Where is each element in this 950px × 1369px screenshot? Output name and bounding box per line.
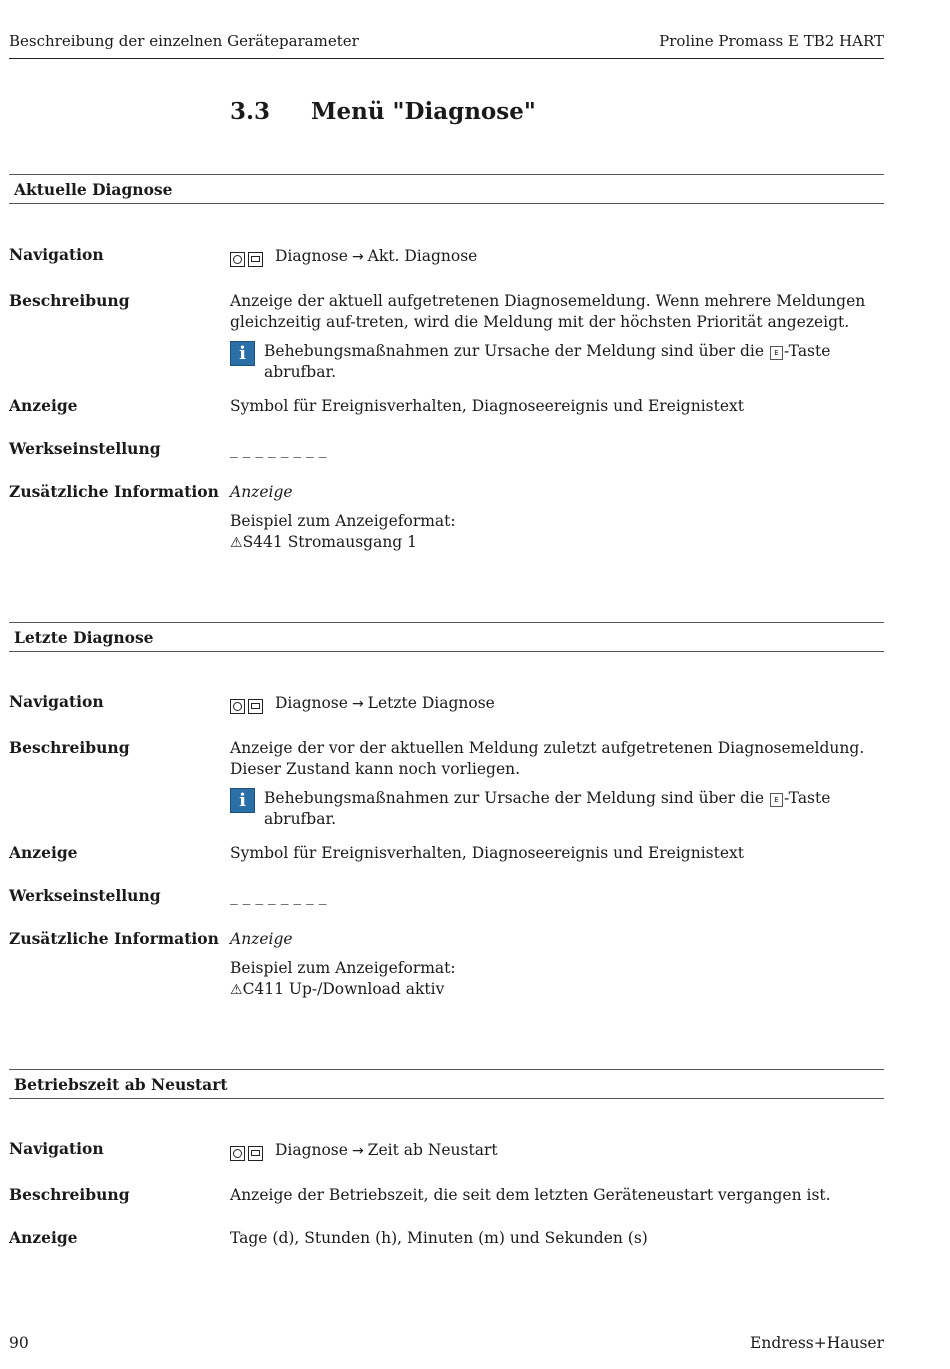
label-display: Anzeige bbox=[9, 1228, 78, 1247]
operation-icon bbox=[230, 252, 245, 267]
section-title: Menü "Diagnose" bbox=[311, 98, 536, 125]
nav-target: Zeit ab Neustart bbox=[367, 1141, 498, 1159]
nav-icons bbox=[230, 1146, 263, 1161]
label-display: Anzeige bbox=[9, 843, 78, 862]
param-title-bar bbox=[9, 1069, 884, 1099]
description-value bbox=[230, 738, 884, 830]
display-value: Symbol für Ereignisverhalten, Diagnoseereignis und Ereignistext bbox=[230, 844, 744, 862]
page-header bbox=[9, 32, 884, 59]
label-additional: Zusätzliche Information bbox=[9, 929, 219, 948]
footer-brand: Endress+Hauser bbox=[750, 1334, 884, 1352]
section-number: 3.3 bbox=[230, 98, 271, 125]
param-title: Betriebszeit ab Neustart bbox=[14, 1075, 228, 1094]
additional-heading: Anzeige bbox=[230, 483, 293, 501]
nav-icons bbox=[230, 252, 263, 267]
additional-heading: Anzeige bbox=[230, 930, 293, 948]
nav-target: Akt. Diagnose bbox=[367, 247, 478, 265]
operation-icon bbox=[230, 1146, 245, 1161]
nav-arrow: → bbox=[351, 1143, 364, 1159]
navigation-path bbox=[230, 1140, 884, 1162]
info-icon: i bbox=[230, 788, 255, 813]
header-right: Proline Promass E TB2 HART bbox=[659, 32, 884, 50]
factory-value: _ _ _ _ _ _ _ _ bbox=[230, 887, 327, 905]
nav-root: Diagnose bbox=[274, 247, 348, 265]
navigation-path bbox=[230, 693, 884, 715]
display-icon bbox=[248, 699, 263, 714]
label-display: Anzeige bbox=[9, 396, 78, 415]
e-key-icon: E bbox=[770, 793, 783, 807]
factory-value: _ _ _ _ _ _ _ _ bbox=[230, 440, 327, 458]
header-left: Beschreibung der einzelnen Geräteparameter bbox=[9, 32, 359, 50]
label-factory: Werkseinstellung bbox=[9, 439, 161, 458]
nav-icons bbox=[230, 699, 263, 714]
label-navigation: Navigation bbox=[9, 1139, 104, 1158]
additional-value bbox=[230, 929, 884, 1001]
label-navigation: Navigation bbox=[9, 245, 104, 264]
info-note bbox=[230, 341, 884, 383]
nav-arrow: → bbox=[351, 696, 364, 712]
nav-root: Diagnose bbox=[274, 694, 348, 712]
param-title-bar bbox=[9, 622, 884, 652]
label-description: Beschreibung bbox=[9, 738, 130, 757]
additional-example-line bbox=[230, 979, 884, 1001]
info-note bbox=[230, 788, 884, 830]
nav-arrow: → bbox=[351, 249, 364, 265]
additional-value bbox=[230, 482, 884, 554]
warning-icon: ⚠ bbox=[230, 535, 243, 551]
param-betriebszeit-ab-neustart bbox=[9, 1069, 884, 1247]
additional-text: Beispiel zum Anzeigeformat: bbox=[230, 959, 456, 977]
info-text: Behebungsmaßnahmen zur Ursache der Meldung sind über die E -Taste abrufbar. bbox=[264, 342, 831, 381]
label-description: Beschreibung bbox=[9, 1185, 130, 1204]
display-icon bbox=[248, 1146, 263, 1161]
param-title: Aktuelle Diagnose bbox=[14, 180, 173, 199]
description-text: Anzeige der vor der aktuellen Meldung zuletzt aufgetretenen Diagnosemeldung. Dieser Zustand kann noch vorliegen. bbox=[230, 739, 865, 778]
param-title: Letzte Diagnose bbox=[14, 628, 154, 647]
description-text: Anzeige der aktuell aufgetretenen Diagnosemeldung. Wenn mehrere Meldungen gleichzeitig auf-treten, wird die Meldung mit der höchsten Priorität angezeigt. bbox=[230, 292, 866, 331]
param-letzte-diagnose bbox=[9, 622, 884, 998]
label-navigation: Navigation bbox=[9, 692, 104, 711]
description-text: Anzeige der Betriebszeit, die seit dem letzten Geräteneustart vergangen ist. bbox=[230, 1186, 831, 1204]
additional-example-line bbox=[230, 532, 884, 554]
display-value: Symbol für Ereignisverhalten, Diagnoseereignis und Ereignistext bbox=[230, 397, 744, 415]
label-description: Beschreibung bbox=[9, 291, 130, 310]
nav-root: Diagnose bbox=[274, 1141, 348, 1159]
additional-text: Beispiel zum Anzeigeformat: bbox=[230, 512, 456, 530]
display-value: Tage (d), Stunden (h), Minuten (m) und Sekunden (s) bbox=[230, 1229, 648, 1247]
label-factory: Werkseinstellung bbox=[9, 886, 161, 905]
warning-icon: ⚠ bbox=[230, 982, 243, 998]
nav-target: Letzte Diagnose bbox=[367, 694, 495, 712]
e-key-icon: E bbox=[770, 346, 783, 360]
param-title-bar bbox=[9, 174, 884, 204]
additional-example: C411 Up-/Download aktiv bbox=[242, 980, 445, 998]
operation-icon bbox=[230, 699, 245, 714]
label-additional: Zusätzliche Information bbox=[9, 482, 219, 501]
section-heading bbox=[230, 98, 536, 125]
description-value bbox=[230, 291, 884, 383]
page-number: 90 bbox=[9, 1334, 29, 1352]
page-footer bbox=[9, 1334, 884, 1352]
info-text: Behebungsmaßnahmen zur Ursache der Meldung sind über die E -Taste abrufbar. bbox=[264, 789, 831, 828]
display-icon bbox=[248, 252, 263, 267]
navigation-path bbox=[230, 246, 884, 268]
info-icon: i bbox=[230, 341, 255, 366]
param-aktuelle-diagnose bbox=[9, 174, 884, 551]
additional-example: S441 Stromausgang 1 bbox=[242, 533, 418, 551]
